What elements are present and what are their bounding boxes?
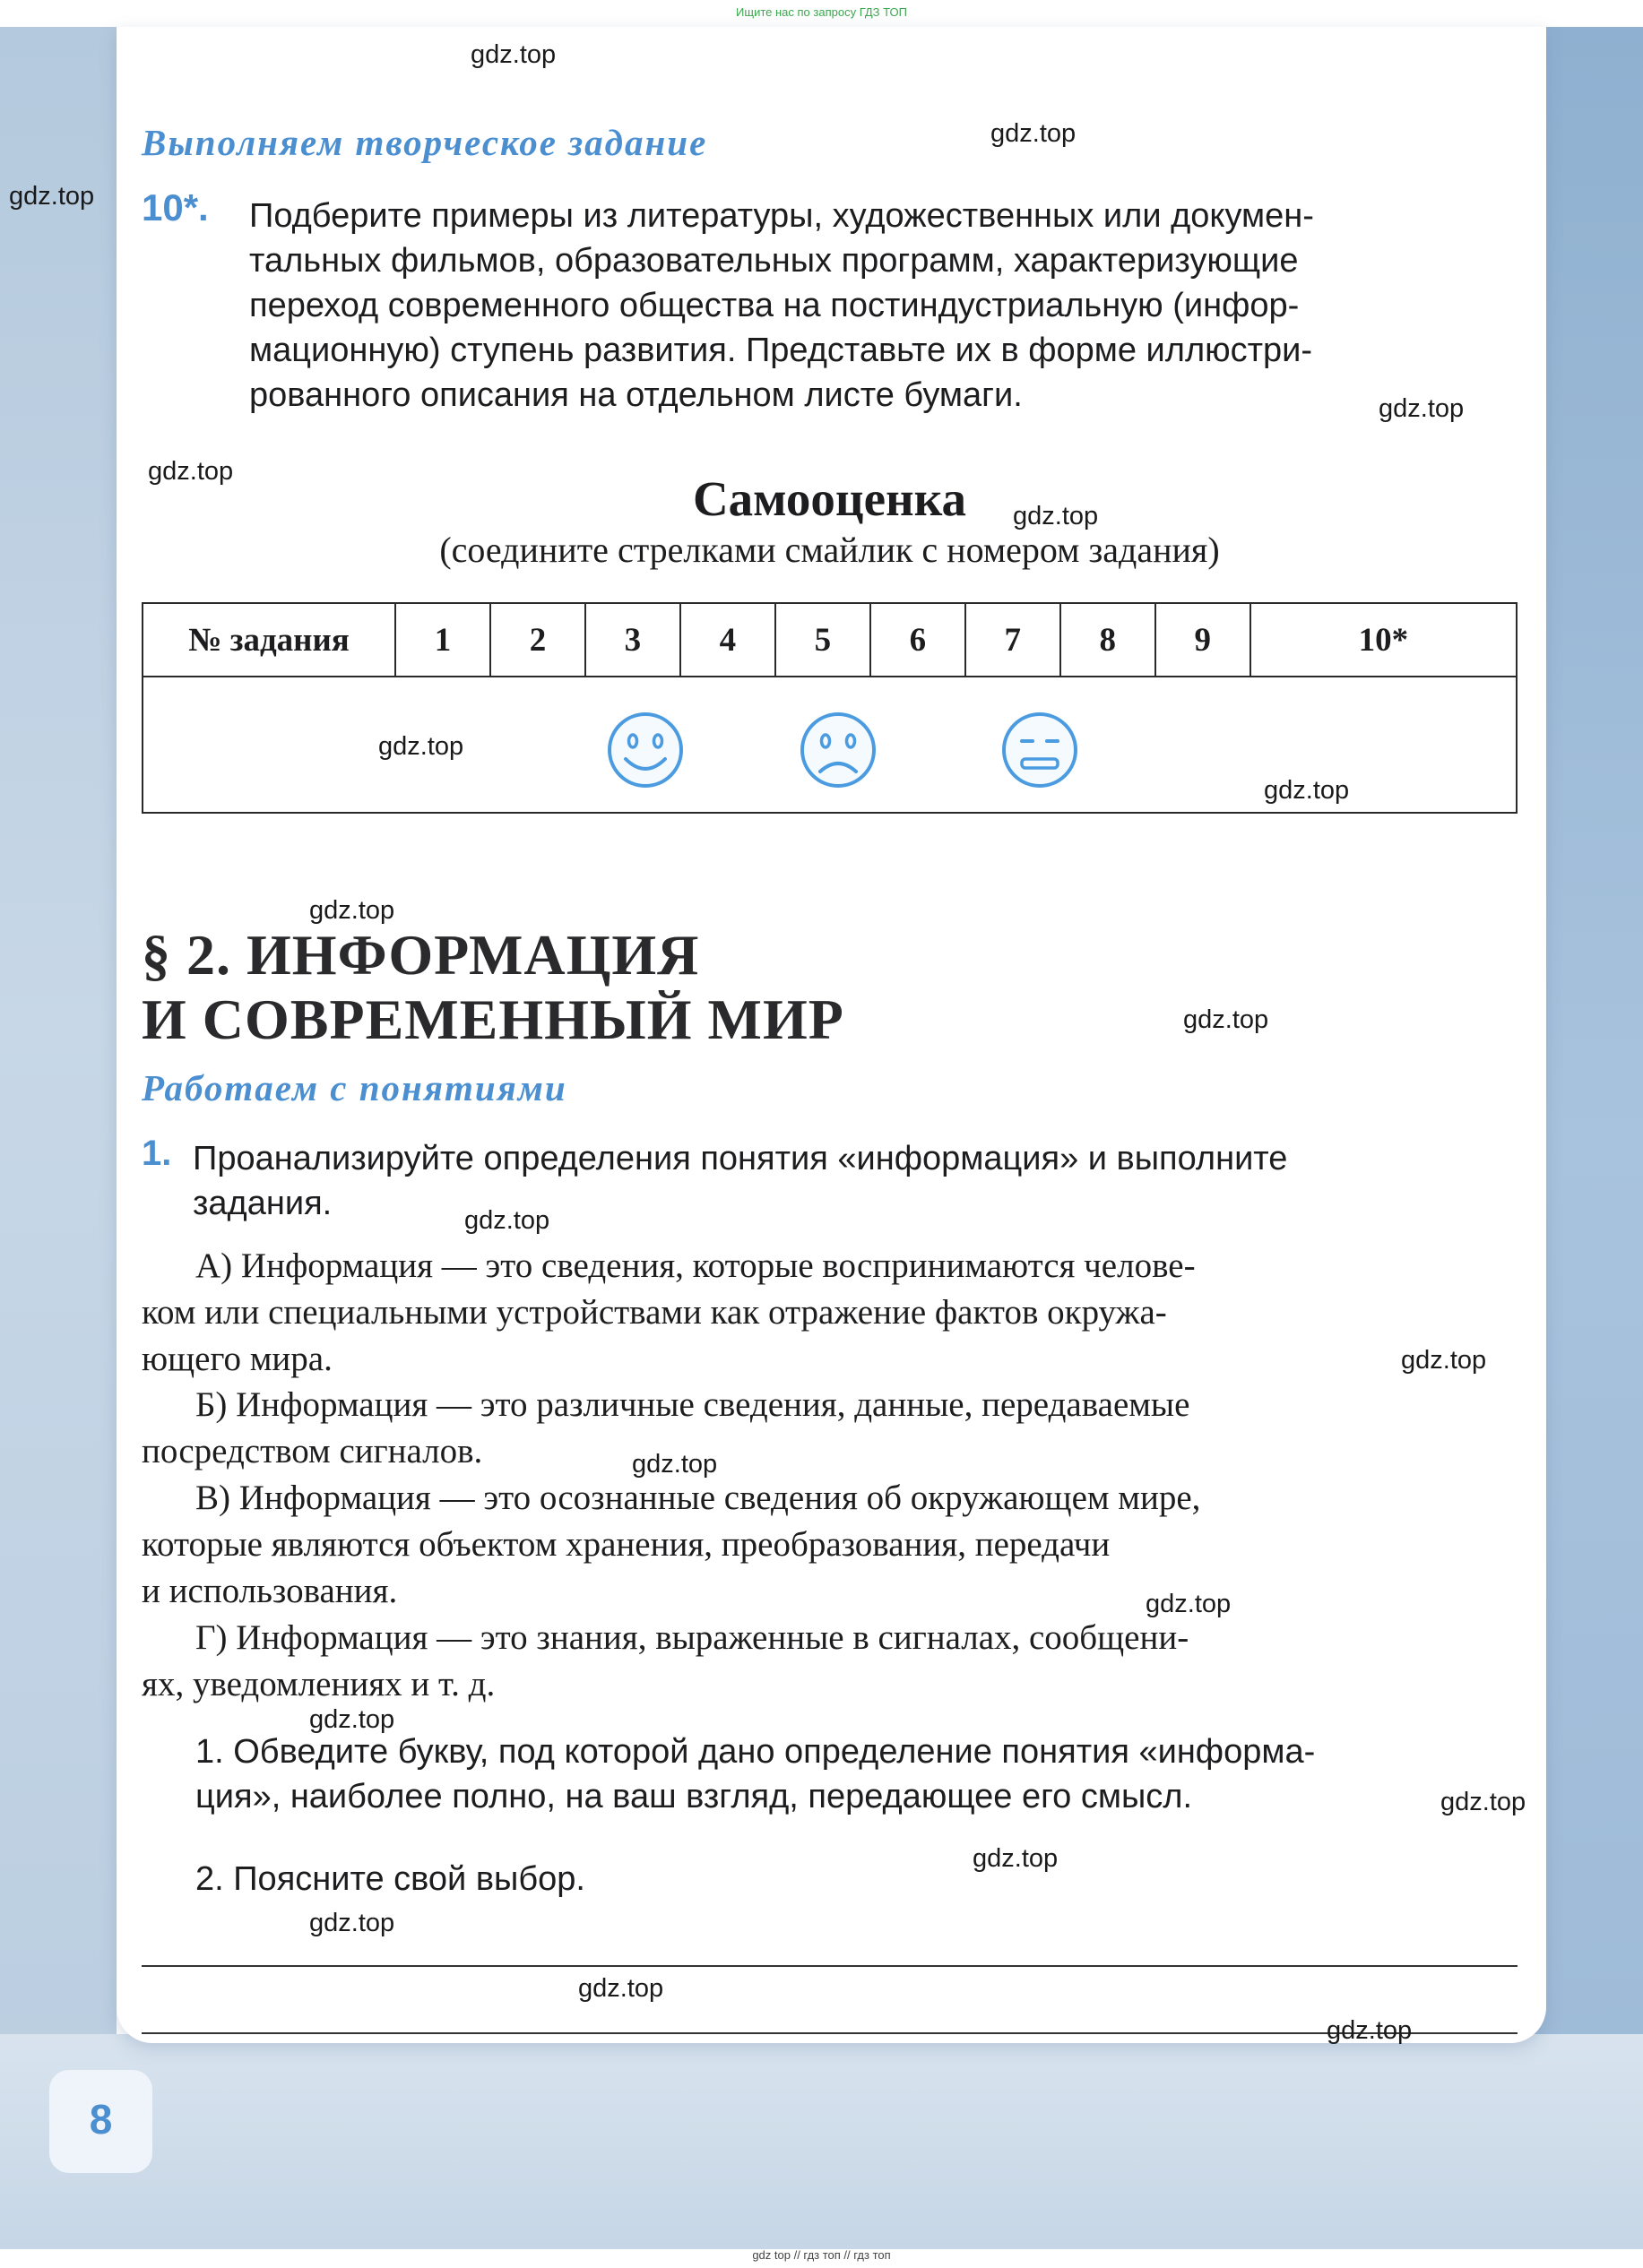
top-banner[interactable]: Ищите нас по запросу ГДЗ ТОП [736,5,907,19]
section-title-line: И СОВРЕМЕННЫЙ МИР [142,987,844,1051]
sad-smiley-icon[interactable] [802,714,874,786]
definition-v-line: В) Информация — это осознанные сведения об окружающем мире, [195,1479,1201,1517]
task-10-text [249,194,1518,418]
answer-line[interactable] [142,1965,1518,1967]
watermark: gdz.top [990,119,1077,148]
watermark: gdz.top [1401,1346,1487,1375]
watermark: gdz.top [1146,1590,1232,1618]
definition-g-line: ях, уведомлениях и т. д. [142,1665,496,1703]
task-number-header: № задания [143,603,395,677]
definition-v [142,1475,1518,1615]
task-number-cell[interactable]: 6 [870,603,965,677]
watermark: gdz.top [471,40,557,69]
definition-b-line: Б) Информация — это различные сведения, данные, передаваемые [195,1385,1190,1424]
smiley-group [601,710,1103,790]
watermark: gdz.top [973,1844,1059,1873]
neutral-smiley-icon[interactable] [1004,714,1076,786]
concepts-heading: Работаем с понятиями [142,1067,567,1108]
watermark: gdz.top [464,1206,550,1235]
watermark: gdz.top [1183,1005,1269,1034]
self-assessment-title: Самооценка [692,471,967,526]
task-10-line: Подберите примеры из литературы, художественных или докумен- [249,197,1314,235]
definition-v-line: которые являются объектом хранения, преобразования, передачи [142,1525,1111,1564]
watermark: gdz.top [9,182,95,211]
bottom-banner[interactable]: gdz top // гдз топ // гдз топ [752,2248,891,2262]
task-10-line: рованного описания на отдельном листе бумаги. [249,376,1023,414]
section-title-line: § 2. ИНФОРМАЦИЯ [142,923,700,987]
happy-smiley-icon[interactable] [610,714,681,786]
task-number-cell[interactable]: 3 [585,603,680,677]
definition-g [142,1615,1518,1708]
task-number-cell[interactable]: 1 [395,603,490,677]
definition-a-line: А) Информация — это сведения, которые воспринимаются челове- [195,1246,1196,1285]
watermark: gdz.top [1264,776,1350,805]
definition-b-line: посредством сигналов. [142,1432,483,1470]
definition-a-line: ком или специальными устройствами как отражение фактов окружа- [142,1293,1167,1332]
watermark: gdz.top [309,896,395,925]
page-background-left [0,27,117,2249]
task-1-question-1-line: 1. Обведите букву, под которой дано определение понятия «информа- [195,1733,1316,1771]
definition-a-line: ющего мира. [142,1340,333,1378]
watermark: gdz.top [148,457,234,486]
watermark: gdz.top [378,732,464,761]
task-number-cell[interactable]: 2 [490,603,585,677]
definition-a [142,1243,1518,1383]
creative-task-heading: Выполняем творческое задание [142,122,708,163]
watermark: gdz.top [309,1705,395,1734]
task-1-question-1 [195,1729,1518,1819]
watermark: gdz.top [1379,394,1465,423]
page-number: 8 [89,2096,113,2143]
task-number-cell[interactable]: 4 [680,603,775,677]
task-1-question-1-line: ция», наиболее полно, на ваш взгляд, передающее его смысл. [195,1778,1193,1815]
task-1-question-2: 2. Поясните свой выбор. [195,1860,585,1898]
task-1-intro-line: Проанализируйте определения понятия «информация» и выполните [193,1140,1288,1177]
task-number-cell[interactable]: 5 [775,603,870,677]
answer-line[interactable] [142,2032,1518,2034]
definition-g-line: Г) Информация — это знания, выраженные в сигналах, сообщени- [195,1618,1189,1657]
definition-b [142,1382,1518,1475]
task-number-cell[interactable]: 9 [1155,603,1250,677]
section-title [142,923,844,1052]
task-number-cell[interactable]: 8 [1060,603,1155,677]
task-10-line: тальных фильмов, образовательных программ, характеризующие [249,242,1299,280]
task-10-line: переход современного общества на постиндустриальную (инфор- [249,287,1300,324]
watermark: gdz.top [309,1909,395,1937]
task-10-number: 10*. [142,186,209,229]
watermark: gdz.top [578,1974,664,2003]
watermark: gdz.top [1440,1788,1526,1816]
task-number-cell[interactable]: 10* [1250,603,1517,677]
task-1-intro-line: задания. [193,1185,333,1222]
task-1-number: 1. [142,1134,172,1173]
watermark: gdz.top [1327,2016,1413,2045]
watermark: gdz.top [1013,502,1099,530]
task-10-line: мационную) ступень развития. Представьте их в форме иллюстри- [249,332,1313,369]
task-number-cell[interactable]: 7 [965,603,1060,677]
task-number-row [143,603,1517,677]
watermark: gdz.top [632,1450,718,1479]
task-1-intro [193,1136,1518,1226]
definition-v-line: и использования. [142,1572,398,1610]
self-assessment-subtitle: (соедините стрелками смайлик с номером задания) [439,530,1220,570]
page-background-bottom [0,2034,1643,2249]
